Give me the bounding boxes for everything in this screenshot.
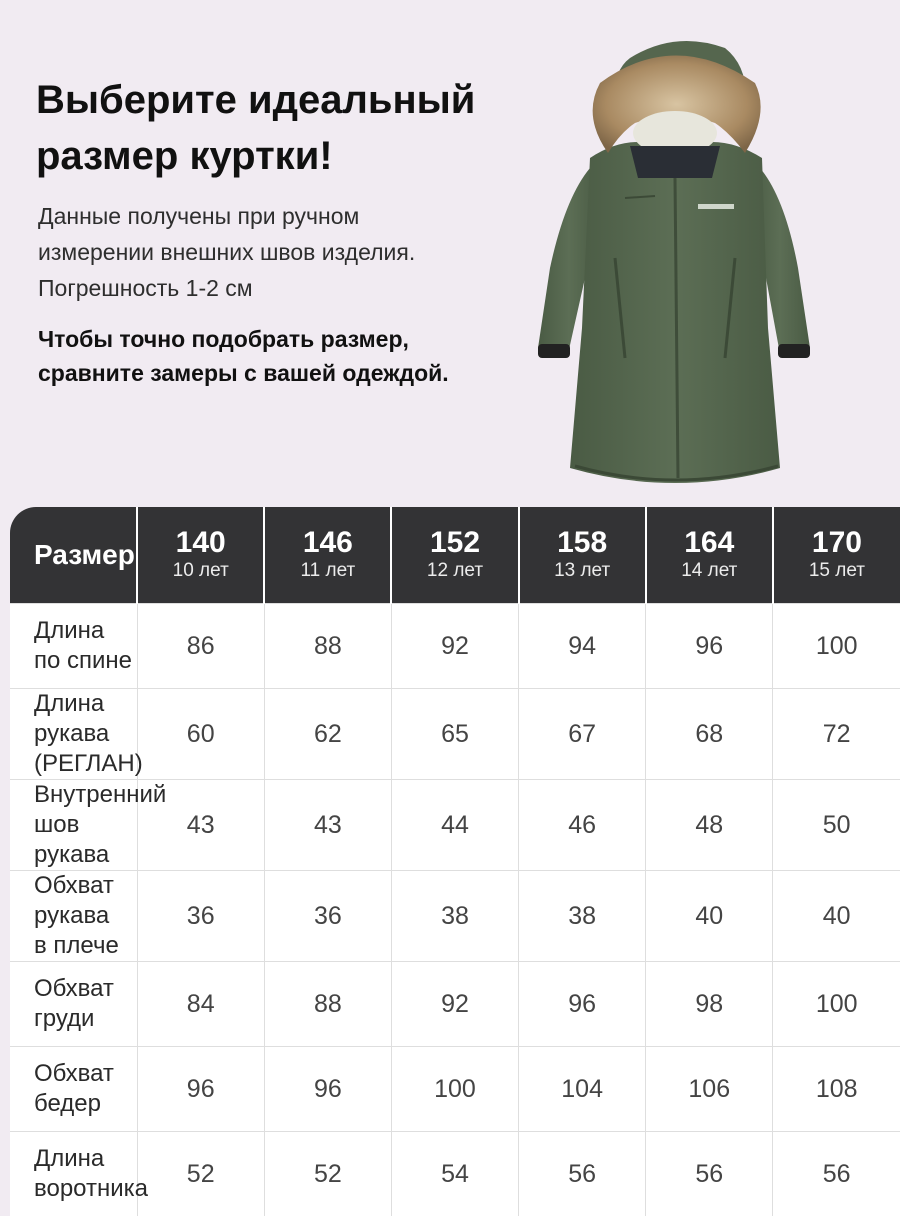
row-label: Обхват бедер: [10, 1047, 137, 1132]
table-cell: 67: [519, 689, 646, 780]
table-row: [10, 871, 900, 962]
size-number: 164: [647, 527, 772, 559]
table-cell: 96: [137, 1047, 264, 1132]
table-cell: 88: [264, 962, 391, 1047]
row-label: Длина воротника: [10, 1132, 137, 1216]
table-cell: 43: [137, 780, 264, 871]
table-cell: 60: [137, 689, 264, 780]
table-cell: 46: [519, 780, 646, 871]
size-age: 14 лет: [647, 559, 772, 583]
size-header-146: [264, 507, 391, 604]
table-row: [10, 962, 900, 1047]
size-header-158: [519, 507, 646, 604]
size-header-140: [137, 507, 264, 604]
hero-section: [0, 0, 900, 510]
table-row: [10, 780, 900, 871]
table-cell: 44: [391, 780, 518, 871]
header-label-cell: [10, 507, 137, 604]
size-header-164: [646, 507, 773, 604]
table-cell: 106: [646, 1047, 773, 1132]
size-number: 170: [774, 527, 900, 559]
size-age: 15 лет: [774, 559, 900, 583]
table-cell: 50: [773, 780, 900, 871]
fit-tip: Чтобы точно подобрать размер, сравните замеры с вашей одеждой.: [38, 322, 478, 390]
table-cell: 98: [646, 962, 773, 1047]
table-cell: 92: [391, 604, 518, 689]
table-row: [10, 689, 900, 780]
table-cell: 108: [773, 1047, 900, 1132]
row-label: Обхват груди: [10, 962, 137, 1047]
table-cell: 104: [519, 1047, 646, 1132]
table-cell: 52: [137, 1132, 264, 1216]
table-cell: 100: [773, 604, 900, 689]
table-cell: 68: [646, 689, 773, 780]
header-label: Размер: [34, 539, 135, 570]
table-cell: 36: [264, 871, 391, 962]
table-cell: 96: [646, 604, 773, 689]
size-number: 158: [520, 527, 645, 559]
table-cell: 52: [264, 1132, 391, 1216]
row-label: Длина рукава (РЕГЛАН): [10, 689, 137, 780]
table-cell: 56: [646, 1132, 773, 1216]
table-cell: 88: [264, 604, 391, 689]
size-number: 152: [392, 527, 517, 559]
size-header-152: [391, 507, 518, 604]
table-cell: 43: [264, 780, 391, 871]
row-label: Внутренний шов рукава: [10, 780, 137, 871]
size-age: 12 лет: [392, 559, 517, 583]
table-cell: 48: [646, 780, 773, 871]
table-row: [10, 1047, 900, 1132]
size-age: 11 лет: [265, 559, 390, 583]
table-cell: 40: [773, 871, 900, 962]
table-row: [10, 1132, 900, 1216]
table-cell: 100: [773, 962, 900, 1047]
table-cell: 96: [264, 1047, 391, 1132]
size-age: 10 лет: [138, 559, 263, 583]
table-cell: 36: [137, 871, 264, 962]
table-cell: 86: [137, 604, 264, 689]
table-header-row: [10, 507, 900, 604]
table-cell: 65: [391, 689, 518, 780]
table-cell: 54: [391, 1132, 518, 1216]
table-cell: 38: [519, 871, 646, 962]
table-cell: 96: [519, 962, 646, 1047]
table-cell: 56: [773, 1132, 900, 1216]
size-age: 13 лет: [520, 559, 645, 583]
table-cell: 100: [391, 1047, 518, 1132]
row-label: Длина по спине: [10, 604, 137, 689]
measurement-note: Данные получены при ручном измерении внешних швов изделия. Погрешность 1-2 см: [38, 198, 458, 306]
table-cell: 84: [137, 962, 264, 1047]
table-cell: 92: [391, 962, 518, 1047]
table-cell: 40: [646, 871, 773, 962]
size-number: 146: [265, 527, 390, 559]
table-row: [10, 604, 900, 689]
size-chart-table: [10, 507, 900, 1216]
table-cell: 94: [519, 604, 646, 689]
table-cell: 62: [264, 689, 391, 780]
page-title: Выберите идеальный размер куртки!: [36, 72, 516, 184]
product-image: [530, 28, 820, 498]
size-number: 140: [138, 527, 263, 559]
table-cell: 38: [391, 871, 518, 962]
row-label: Обхват рукава в плече: [10, 871, 137, 962]
table-cell: 72: [773, 689, 900, 780]
size-header-170: [773, 507, 900, 604]
table-cell: 56: [519, 1132, 646, 1216]
